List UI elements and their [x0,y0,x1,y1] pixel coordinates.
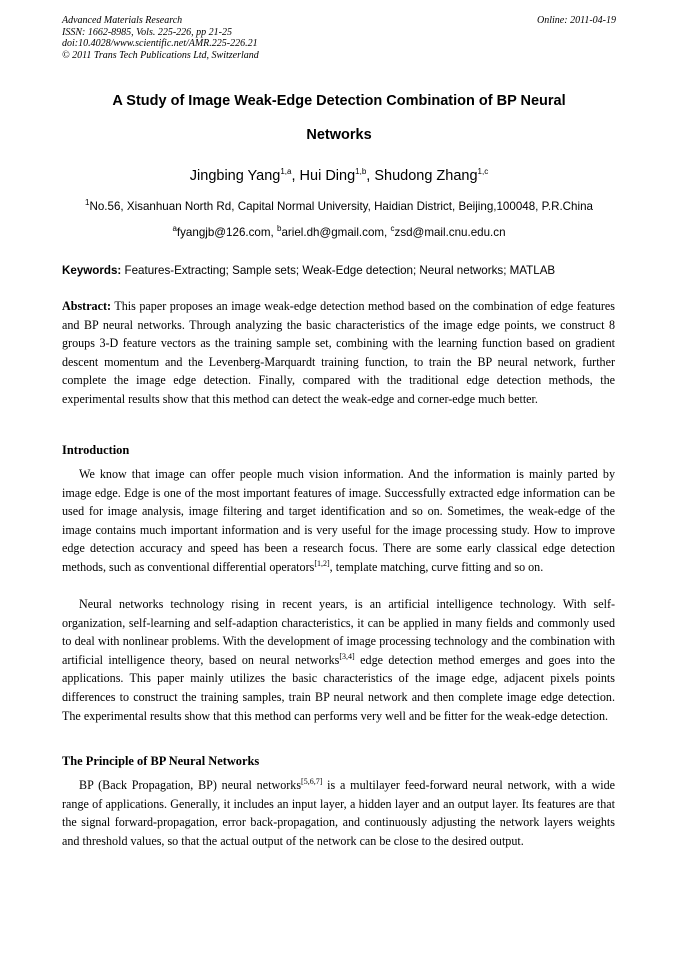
title-line-1: A Study of Image Weak-Edge Detection Combination of BP Neural [112,93,566,109]
author-list: Jingbing Yang$^{1,a}$, Hui Ding$^{1,b}$, Shudong Zhang$^{1,c}$ [189,167,489,184]
intro-paragraph-2 [62,595,615,725]
affil-text: No.56, Xisanhuan North Rd, Capital Normal University, Haidian District, Beijing,100048, P.R.China [89,200,593,213]
issn-line: ISSN: 1662-8985, Vols. 225-226, pp 21-25 [62,26,232,38]
email-marker: b [276,224,282,234]
abstract [62,297,615,409]
bp-principle-paragraph [62,776,615,850]
citation[interactable]: [1,2] [314,558,330,568]
author-emails [62,225,616,241]
copyright-line: © 2011 Trans Tech Publications Ltd, Switzerland [62,49,259,61]
email-marker: a [172,224,177,234]
journal-header [62,15,259,61]
journal-name: Advanced Materials Research [62,15,183,26]
affiliation [62,199,616,215]
intro-p2-text: Neural networks technology rising in recent years, is an artificial intelligence technology. With self-organization, self-learning and self-adaption characteristics, it can be applied in many fields and commonly used to deal with nonlinear problems. With the development of image processing technology and the combination with artificial intelligence theory, based on neural networks [62,597,615,667]
keywords-text: Features-Extracting; Sample sets; Weak-Edge detection; Neural networks; MATLAB [121,264,556,277]
introduction-heading: Introduction [62,443,130,457]
citation[interactable]: [5,6,7] [301,776,323,786]
bp-p1-text-end: is a multilayer feed-forward neural network, with a wide range of applications. Generally, it includes an input layer, a hidden layer and an output layer. Its features are that the signal forward-propagation, error back-propagation, and continuously adjusting the network layers weights and threshold values, so that the actual output of the network can be close to the desired output. [62,778,615,848]
bp-principle-heading: The Principle of BP Neural Networks [62,754,260,768]
title-line-2: Networks [306,127,372,143]
abstract-text: This paper proposes an image weak-edge detection method based on the combination of edge features and BP neural networks. Through analyzing the basic characteristics of the image edge points, we construct 8 groups 3-D feature vectors as the training sample set, combining with the learning function based on gradient descent momentum and the Levenberg-Marquardt training function, to train the BP neural network, further complete the image edge detection. Finally, compared with the traditional edge detection methods, the experimental results show that this method can detect the weak-edge and corner-edge much better. [62,299,615,406]
keywords-label: Keywords: [62,264,122,277]
affil-marker: 1 [85,198,90,208]
author-name: Shudong Zhang [374,168,478,184]
email-link[interactable]: zsd@mail.cnu.edu.cn [394,226,506,239]
author-name: Hui Ding [299,168,356,184]
intro-p1-text: We know that image can offer people much vision information. And the information is mainly parted by image edge. Edge is one of the most important features of image. Successfully extracted edge information can be used for image analysis, image filtering and target identification and so on. Sometimes, the weak-edge of the image contains much important information and is very useful for the image processing study. How to improve edge detection accuracy and speed has been a research focus. There are some early classical edge detection methods, such as conventional differential operators [62,467,615,574]
doi-line: doi:10.4028/www.scientific.net/AMR.225-226.21 [62,38,258,49]
author-affil-marker: 1,c [477,167,489,177]
email-marker: c [390,224,395,234]
citation[interactable]: [3,4] [339,651,355,661]
author-name: Jingbing Yang [189,168,281,184]
author-affil-marker: 1,b [355,167,367,177]
abstract-label: Abstract: [62,299,112,313]
email-link[interactable]: ariel.dh@gmail.com, [281,226,391,239]
email-link[interactable]: fyangjb@126.com, [176,226,277,239]
keywords [62,262,616,280]
bp-p1-text: BP (Back Propagation, BP) neural networks [79,778,302,792]
intro-paragraph-1 [62,465,615,577]
author-affil-marker: 1,a [280,167,292,177]
intro-p2-text-end: edge detection method emerges and goes into the applications. This paper mainly utilizes the basic characteristics of the image edge, adjacent pixels points differences to construct the training samples, train BP neural network and then complete image edge detection. The experimental results show that this method can performs very well and be fitter for the weak-edge detection. [62,652,615,723]
online-date: Online: 2011-04-19 [537,15,616,26]
paper-title [62,84,616,152]
intro-p1-text-end: , template matching, curve fitting and so on. [329,559,544,574]
